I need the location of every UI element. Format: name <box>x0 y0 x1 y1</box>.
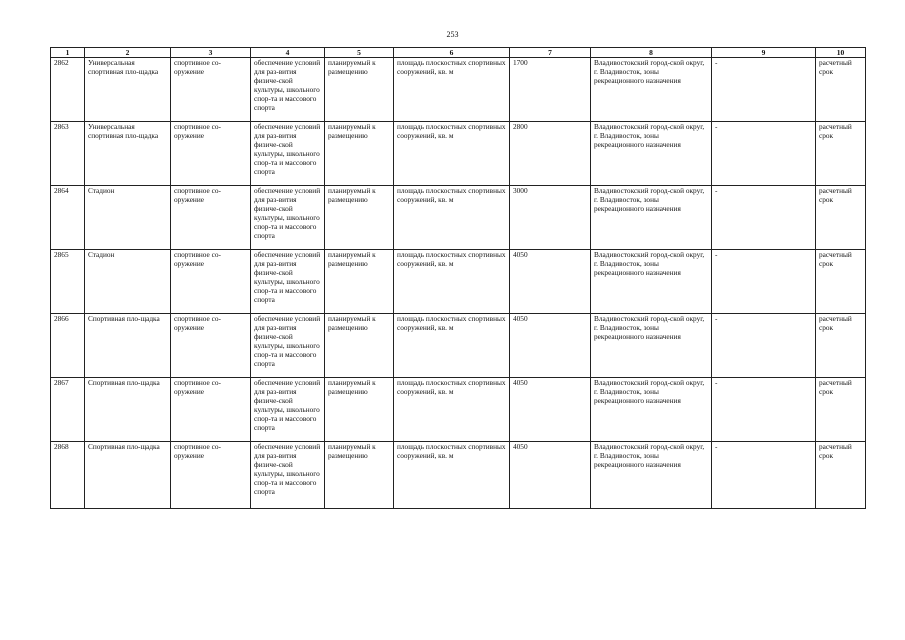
cell-name: Стадион <box>85 250 171 314</box>
cell-number: 2866 <box>51 314 85 378</box>
cell-type: спортивное со-оружение <box>171 250 251 314</box>
cell-number: 2867 <box>51 378 85 442</box>
cell-characteristic: площадь плоскостных спортивных сооружений, кв. м <box>394 250 510 314</box>
cell-zone: - <box>712 314 816 378</box>
cell-zone: - <box>712 442 816 509</box>
table-row <box>51 314 866 378</box>
column-header: 8 <box>591 48 712 58</box>
cell-number: 2864 <box>51 186 85 250</box>
cell-name: Спортивная пло-щадка <box>85 314 171 378</box>
cell-zone: - <box>712 250 816 314</box>
cell-characteristic: площадь плоскостных спортивных сооружений, кв. м <box>394 442 510 509</box>
table-row <box>51 250 866 314</box>
table-row <box>51 378 866 442</box>
cell-status: планируемый к размещению <box>325 378 394 442</box>
cell-purpose: обеспечение условий для раз-вития физиче-ской культуры, школьного спор-та и массового спорта <box>251 442 325 509</box>
cell-value: 1700 <box>510 58 591 122</box>
cell-name: Универсальная спортивная пло-щадка <box>85 122 171 186</box>
cell-characteristic: площадь плоскостных спортивных сооружений, кв. м <box>394 122 510 186</box>
cell-term: расчетный срок <box>816 442 866 509</box>
cell-name: Стадион <box>85 186 171 250</box>
cell-purpose: обеспечение условий для раз-вития физиче-ской культуры, школьного спор-та и массового спорта <box>251 378 325 442</box>
cell-term: расчетный срок <box>816 186 866 250</box>
cell-status: планируемый к размещению <box>325 58 394 122</box>
cell-purpose: обеспечение условий для раз-вития физиче-ской культуры, школьного спор-та и массового спорта <box>251 122 325 186</box>
cell-number: 2865 <box>51 250 85 314</box>
cell-purpose: обеспечение условий для раз-вития физиче-ской культуры, школьного спор-та и массового спорта <box>251 186 325 250</box>
header-row <box>51 48 866 58</box>
cell-type: спортивное со-оружение <box>171 442 251 509</box>
cell-status: планируемый к размещению <box>325 314 394 378</box>
cell-value: 4050 <box>510 378 591 442</box>
cell-location: Владивостокский город-ской округ, г. Владивосток, зоны рекреационного назначения <box>591 314 712 378</box>
table-row <box>51 58 866 122</box>
cell-status: планируемый к размещению <box>325 186 394 250</box>
objects-table <box>50 47 866 509</box>
cell-value: 4050 <box>510 250 591 314</box>
column-header: 3 <box>171 48 251 58</box>
cell-number: 2863 <box>51 122 85 186</box>
table-row <box>51 442 866 509</box>
cell-status: планируемый к размещению <box>325 250 394 314</box>
column-header: 5 <box>325 48 394 58</box>
cell-zone: - <box>712 122 816 186</box>
cell-value: 4050 <box>510 314 591 378</box>
cell-term: расчетный срок <box>816 58 866 122</box>
cell-type: спортивное со-оружение <box>171 314 251 378</box>
table-row <box>51 186 866 250</box>
cell-location: Владивостокский город-ской округ, г. Владивосток, зоны рекреационного назначения <box>591 378 712 442</box>
cell-location: Владивостокский город-ской округ, г. Владивосток, зоны рекреационного назначения <box>591 250 712 314</box>
cell-term: расчетный срок <box>816 250 866 314</box>
cell-purpose: обеспечение условий для раз-вития физиче-ской культуры, школьного спор-та и массового спорта <box>251 314 325 378</box>
cell-characteristic: площадь плоскостных спортивных сооружений, кв. м <box>394 314 510 378</box>
cell-status: планируемый к размещению <box>325 122 394 186</box>
cell-characteristic: площадь плоскостных спортивных сооружений, кв. м <box>394 378 510 442</box>
cell-location: Владивостокский город-ской округ, г. Владивосток, зоны рекреационного назначения <box>591 186 712 250</box>
cell-value: 2800 <box>510 122 591 186</box>
cell-zone: - <box>712 186 816 250</box>
cell-status: планируемый к размещению <box>325 442 394 509</box>
column-header: 9 <box>712 48 816 58</box>
cell-value: 4050 <box>510 442 591 509</box>
cell-type: спортивное со-оружение <box>171 58 251 122</box>
column-header: 6 <box>394 48 510 58</box>
column-header: 10 <box>816 48 866 58</box>
cell-type: спортивное со-оружение <box>171 186 251 250</box>
page-number: 253 <box>446 30 459 39</box>
cell-number: 2868 <box>51 442 85 509</box>
cell-term: расчетный срок <box>816 314 866 378</box>
cell-name: Универсальная спортивная пло-щадка <box>85 58 171 122</box>
cell-purpose: обеспечение условий для раз-вития физиче-ской культуры, школьного спор-та и массового спорта <box>251 250 325 314</box>
table-row <box>51 122 866 186</box>
cell-zone: - <box>712 58 816 122</box>
cell-value: 3000 <box>510 186 591 250</box>
cell-type: спортивное со-оружение <box>171 378 251 442</box>
cell-type: спортивное со-оружение <box>171 122 251 186</box>
column-header: 1 <box>51 48 85 58</box>
cell-characteristic: площадь плоскостных спортивных сооружений, кв. м <box>394 58 510 122</box>
cell-name: Спортивная пло-щадка <box>85 442 171 509</box>
cell-number: 2862 <box>51 58 85 122</box>
cell-term: расчетный срок <box>816 378 866 442</box>
cell-location: Владивостокский город-ской округ, г. Владивосток, зоны рекреационного назначения <box>591 58 712 122</box>
cell-location: Владивостокский город-ской округ, г. Владивосток, зоны рекреационного назначения <box>591 122 712 186</box>
cell-term: расчетный срок <box>816 122 866 186</box>
cell-location: Владивостокский город-ской округ, г. Владивосток, зоны рекреационного назначения <box>591 442 712 509</box>
cell-name: Спортивная пло-щадка <box>85 378 171 442</box>
column-header: 7 <box>510 48 591 58</box>
cell-purpose: обеспечение условий для раз-вития физиче-ской культуры, школьного спор-та и массового спорта <box>251 58 325 122</box>
cell-zone: - <box>712 378 816 442</box>
column-header: 4 <box>251 48 325 58</box>
cell-characteristic: площадь плоскостных спортивных сооружений, кв. м <box>394 186 510 250</box>
column-header: 2 <box>85 48 171 58</box>
